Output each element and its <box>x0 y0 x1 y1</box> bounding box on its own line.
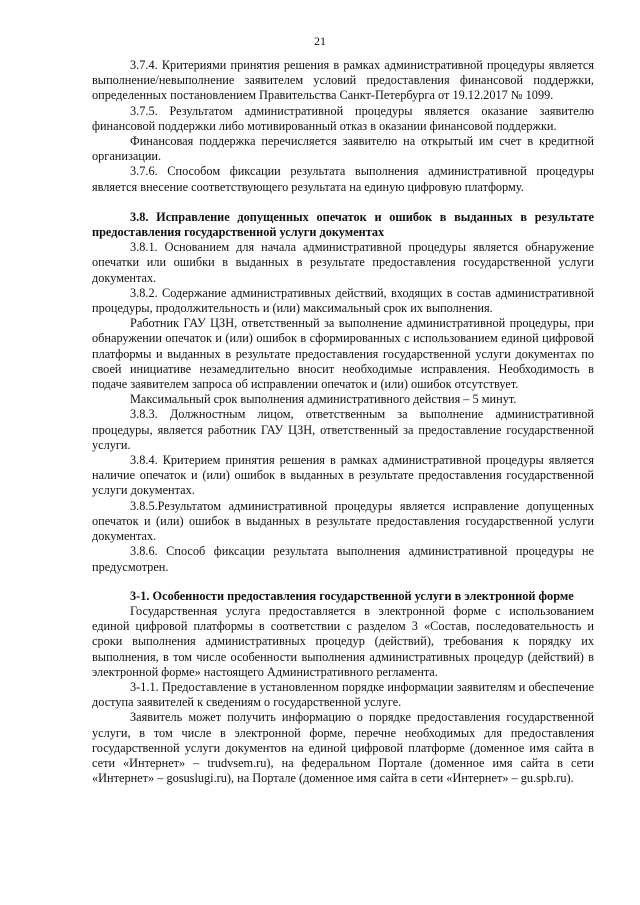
paragraph-3-8-1: 3.8.1. Основанием для начала административной процедуры является обнаружение опечатки или ошибки в выданных в результате предоставления государственной услуги документах. <box>92 240 594 285</box>
paragraph-electronic-form: Государственная услуга предоставляется в электронной форме с использованием единой цифровой платформы в соответствии с разделом 3 «Состав, последовательность и сроки выполнения административных процедур (действий), требования к порядку их выполнения, в том числе особенности выполнения административных процедур (действий) в электронной форме» настоящего Административного регламента. <box>92 603 594 679</box>
paragraph-max-time: Максимальный срок выполнения административного действия – 5 минут. <box>130 392 517 407</box>
paragraph-3-8-6: 3.8.6. Способ фиксации результата выполнения административной процедуры не предусмотрен. <box>92 544 594 574</box>
section-spacer <box>92 195 594 210</box>
paragraph-3-8-5: 3.8.5.Результатом административной процедуры является исправление допущенных опечаток и (или) ошибок в выданных в результате предоставления государственной услуги документах. <box>92 498 594 544</box>
paragraph-worker-duties: Работник ГАУ ЦЗН, ответственный за выполнение административной процедуры, при обнаружении опечаток и (или) ошибок в сформированных с использованием единой цифровой платформы и выданных в результате предоставления государственной услуги документах по своей инициативе незамедлительно вносит необходимые исправления. Необходимость в подаче заявителем запроса об исправлении опечаток и (или) ошибок отсутствует. <box>92 316 594 392</box>
section-heading-3-8: 3.8. Исправление допущенных опечаток и ошибок в выданных в результате предоставления государственной услуги документах <box>92 209 594 240</box>
page-number: 21 <box>314 34 326 48</box>
paragraph-3-7-5: 3.7.5. Результатом административной процедуры является оказание заявителю финансовой поддержки либо мотивированный отказ в оказании финансовой поддержки. <box>92 103 594 133</box>
section-heading-3-1: 3-1. Особенности предоставления государственной услуги в электронной форме <box>130 588 574 603</box>
document-body <box>92 58 594 786</box>
paragraph-financial-support: Финансовая поддержка перечисляется заявителю на открытый им счет в кредитной организации. <box>92 134 594 164</box>
section-spacer <box>92 575 594 589</box>
paragraph-3-8-2: 3.8.2. Содержание административных действий, входящих в состав административной процедуры, продолжительность и (или) максимальный срок их выполнения. <box>92 285 594 316</box>
paragraph-3-7-4: 3.7.4. Критериями принятия решения в рамках административной процедуры является выполнение/невыполнение заявителем условий предоставления финансовой поддержки, определенных постановлением Правительства Санкт-Петербурга от 19.12.2017 № 1099. <box>92 58 594 103</box>
paragraph-3-7-6: 3.7.6. Способом фиксации результата выполнения административной процедуры является внесение соответствующего результата на единую цифровую платформу. <box>92 164 594 194</box>
paragraph-applicant-info: Заявитель может получить информацию о порядке предоставления государственной услуги, в том числе в электронной форме, перечне необходимых для предоставления государственной услуги документов на единой цифровой платформе (доменное имя сайта в сети «Интернет» – trudvsem.ru), на федеральном Портале (доменное имя сайта в сети «Интернет» – gosuslugi.ru), на Портале (доменное имя сайта в сети «Интернет» – gu.spb.ru). <box>92 710 594 786</box>
paragraph-3-8-4: 3.8.4. Критерием принятия решения в рамках административной процедуры является наличие опечаток и (или) ошибок в выданных в результате предоставления государственной услуги документах. <box>92 453 594 498</box>
paragraph-3-8-3: 3.8.3. Должностным лицом, ответственным за выполнение административной процедуры, является работник ГАУ ЦЗН, ответственный за предоставление государственной услуги. <box>92 407 594 452</box>
paragraph-3-1-1: 3-1.1. Предоставление в установленном порядке информации заявителям и обеспечение доступа заявителей к сведениям о государственной услуге. <box>92 679 594 710</box>
